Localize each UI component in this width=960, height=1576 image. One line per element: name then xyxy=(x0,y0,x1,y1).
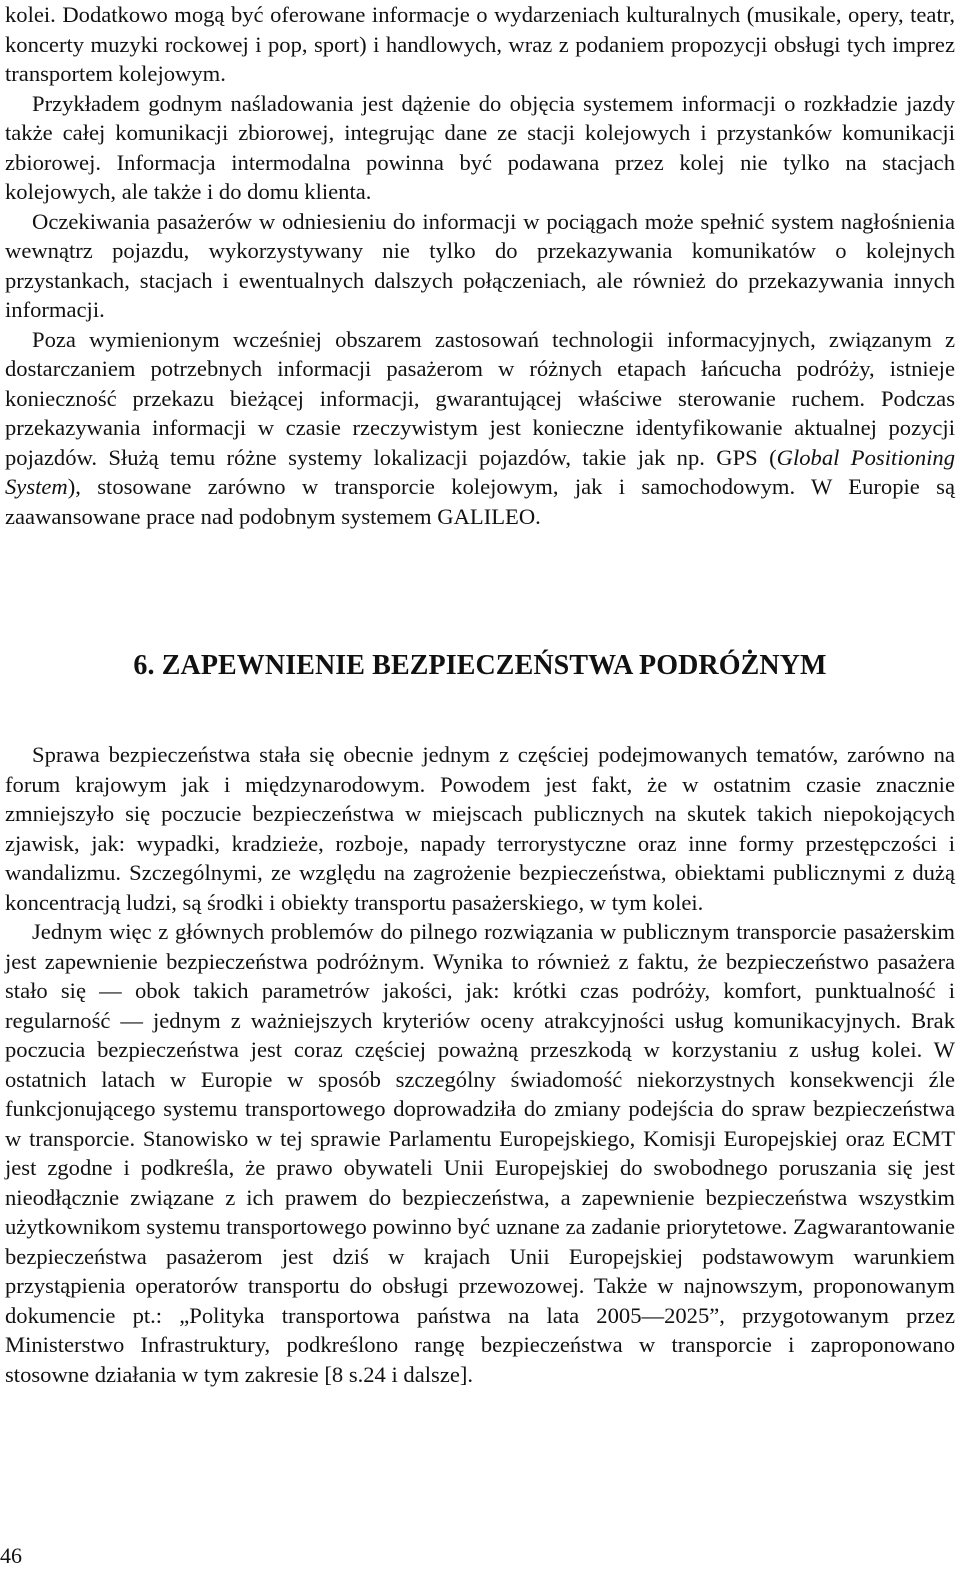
paragraph-continuation: kolei. Dodatkowo mogą być oferowane informacje o wydarzeniach kulturalnych (musikale, opery, teatr, koncerty muzyki rockowej i pop, sport) i handlowych, wraz z podaniem propozycji obsługi tych imprez transportem kolejowym. xyxy=(5,2,955,86)
gps-italic-term: Global Positioning System xyxy=(5,444,955,499)
gps-text-before: Poza wymienionym wcześniej obszarem zastosowań technologii informacyjnych, związanym z dostarczaniem potrzebnych informacji pasażerom w różnych etapach łańcucha podróży, istnieje konieczność przekazu bieżącej informacji, gwarantującej właściwe sterowanie ruchem. Podczas przekazywania informacji w czasie rzeczywistym jest konieczne identyfikowanie aktualnej pozycji pojazdów. Służą temu różne systemy lokalizacji pojazdów, takie jak np. GPS ( xyxy=(5,326,955,470)
section-text-block xyxy=(5,740,955,1389)
gps-text-after: ), stosowane zarówno w transporcie kolejowym, jak i samochodowym. W Europie są zaawansowane prace nad podobnym systemem GALILEO. xyxy=(5,474,955,529)
paragraph-safety-main: Jednym więc z głównych problemów do pilnego rozwiązania w publicznym transporcie pasażerskim jest zapewnienie bezpieczeństwa podróżnym. Wynika to również z faktu, że bezpieczeństwo pasażera stało się — obok takich parametrów jakości, jak: krótki czas podróży, komfort, punktualność i regularność — jednym z ważniejszych kryteriów oceny atrakcyjności usług komunikacyjnych. Brak poczucia bezpieczeństwa jest coraz częściej poważną przeszkodą w korzystaniu z usług kolei. W ostatnich latach w Europie w sposób szczególny świadomość niekorzystnych konsekwencji źle funkcjonującego systemu transportowego doprowadziła do zmiany podejścia do spraw bezpieczeństwa w transporcie. Stanowisko w tej sprawie Parlamentu Europejskiego, Komisji Europejskiej oraz ECMT jest zgodne i podkreśla, że prawo obywateli Unii Europejskiej do swobodnego poruszania się jest nieodłącznie związane z ich prawem do bezpieczeństwa, a zapewnienie bezpieczeństwa wszystkim użytkownikom systemu transportowego powinno być uznane za zadanie priorytetowe. Zagwarantowanie bezpieczeństwa pasażerom jest dziś w krajach Unii Europejskiej podstawowym warunkiem przystąpienia operatorów transportu do obsługi przewozowej. Także w najnowszym, proponowanym dokumencie pt.: „Polityka transportowa państwa na lata 2005—2025”, przygotowanym przez Ministerstwo Infrastruktury, podkreślono rangę bezpieczeństwa w transporcie i zaproponowano stosowne działania w tym zakresie [8 s.24 i dalsze]. xyxy=(5,919,955,1387)
paragraph-onboard-announcements: Oczekiwania pasażerów w odniesieniu do informacji w pociągach może spełnić system nagłośnienia wewnątrz pojazdu, wykorzystywany nie tylko do przekazywania komunikatów o kolejnych przystankach, stacjach i ewentualnych dalszych połączeniach, ale również do przekazywania innych informacji. xyxy=(5,208,955,322)
page-number: 46 xyxy=(0,1543,22,1568)
paragraph-timetable-info: Przykładem godnym naśladowania jest dążenie do objęcia systemem informacji o rozkładzie jazdy także całej komunikacji zbiorowej, integrując dane ze stacji kolejowych i przystanków komunikacji zbiorowej. Informacja intermodalna powinna być podawana przez kolej nie tylko na stacjach kolejowych, ale także i do domu klienta. xyxy=(5,90,955,204)
paragraph-gps xyxy=(5,325,955,532)
top-text-block xyxy=(5,0,955,531)
section-heading: 6. ZAPEWNIENIE BEZPIECZEŃSTWA PODRÓŻNYM xyxy=(133,650,827,681)
paragraph-safety-intro: Sprawa bezpieczeństwa stała się obecnie jednym z częściej podejmowanych tematów, zarówno na forum krajowym jak i międzynarodowym. Powodem jest fakt, że w ostatnim czasie znacznie zmniejszyło się poczucie bezpieczeństwa w miejscach publicznych na skutek takich niepokojących zjawisk, jak: wypadki, kradzieże, rozboje, napady terrorystyczne oraz inne formy przestępczości i wandalizmu. Szczególnymi, ze względu na zagrożenie bezpieczeństwa, obiektami publicznymi z dużą koncentracją ludzi, są środki i obiekty transportu pasażerskiego, w tym kolei. xyxy=(5,742,955,915)
